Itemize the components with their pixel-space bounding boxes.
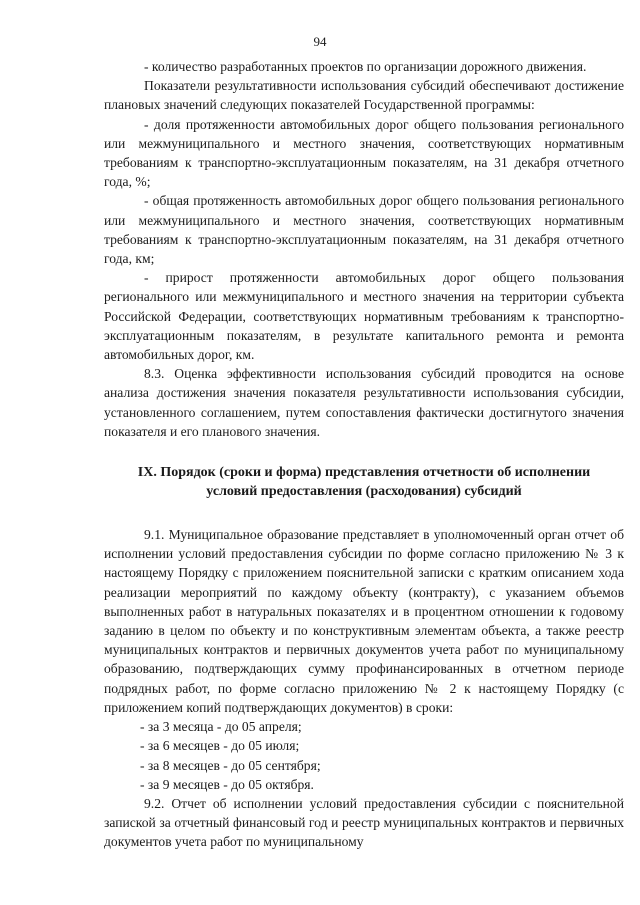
paragraph-indicators-intro: Показатели результативности использования субсидий обеспечивают достижение плановых значений следующих показателей Государственной программы: [104, 78, 624, 113]
paragraph-8-3: 8.3. Оценка эффективности использования субсидий проводится на основе анализа достижения значения показателя результативности использования субсидии, установленного соглашением, путем сопоставления фактически достигнутого значения показателя и его планового значения. [104, 366, 624, 439]
section-heading [104, 463, 624, 501]
paragraph-9-2: 9.2. Отчет об исполнении условий предоставления субсидии с пояснительной запиской за отчетный финансовый год и реестр муниципальных контрактов и первичных документов учета работ по муниципальному [104, 795, 624, 850]
section-heading-line-1: IX. Порядок (сроки и форма) представления отчетности об исполнении [137, 465, 591, 481]
paragraph-projects-count: - количество разработанных проектов по организации дорожного движения. [144, 59, 587, 74]
page-number: 94 [313, 34, 327, 49]
deadline-item: - за 9 месяцев - до 05 октября. [140, 776, 314, 792]
deadline-item: - за 6 месяцев - до 05 июля; [140, 738, 300, 754]
section-heading-line-2: условий предоставления (расходования) субсидий [206, 484, 522, 500]
indicator-length-growth: - прирост протяженности автомобильных дорог общего пользования регионального или межмуниципального и местного значения на территории субъекта Российской Федерации, соответствующих нормативным требованиям к транспортно-эксплуатационным показателям, в результате капитального ремонта и ремонта автомобильных дорог, км. [104, 270, 624, 363]
indicator-total-length: - общая протяженность автомобильных дорог общего пользования регионального или межмуниципального и местного значения, соответствующих нормативным требованиям к транспортно-эксплуатационным показателям, на 31 декабря отчетного года, км; [104, 193, 624, 267]
indicator-share: - доля протяженности автомобильных дорог общего пользования регионального или межмуниципального и местного значения, соответствующих нормативным требованиям к транспортно-эксплуатационным показателям, на 31 декабря отчетного года, %; [104, 116, 624, 190]
document-body [104, 57, 624, 852]
paragraph-9-1: 9.1. Муниципальное образование представляет в уполномоченный орган отчет об исполнении условий предоставления субсидии по форме согласно приложению № 3 к настоящему Порядку с приложением пояснительной записки с кратким описанием хода реализации мероприятий по каждому объекту (контракту), с указанием объемов выполненных работ в натуральных показателях и в процентном отношении к годовому заданию в целом по объекту и по конструктивным элементам объекта, а также реестр муниципальных контрактов и первичных документов учета работ по муниципальному образованию, подтверждающих сумму профинансированных в отчетном периоде подрядных работ, по форме согласно приложению № 2 к настоящему Порядку (с приложением копий подтверждающих документов) в сроки: [104, 527, 624, 715]
deadline-item: - за 3 месяца - до 05 апреля; [140, 719, 302, 735]
deadline-item: - за 8 месяцев - до 05 сентября; [140, 757, 321, 773]
